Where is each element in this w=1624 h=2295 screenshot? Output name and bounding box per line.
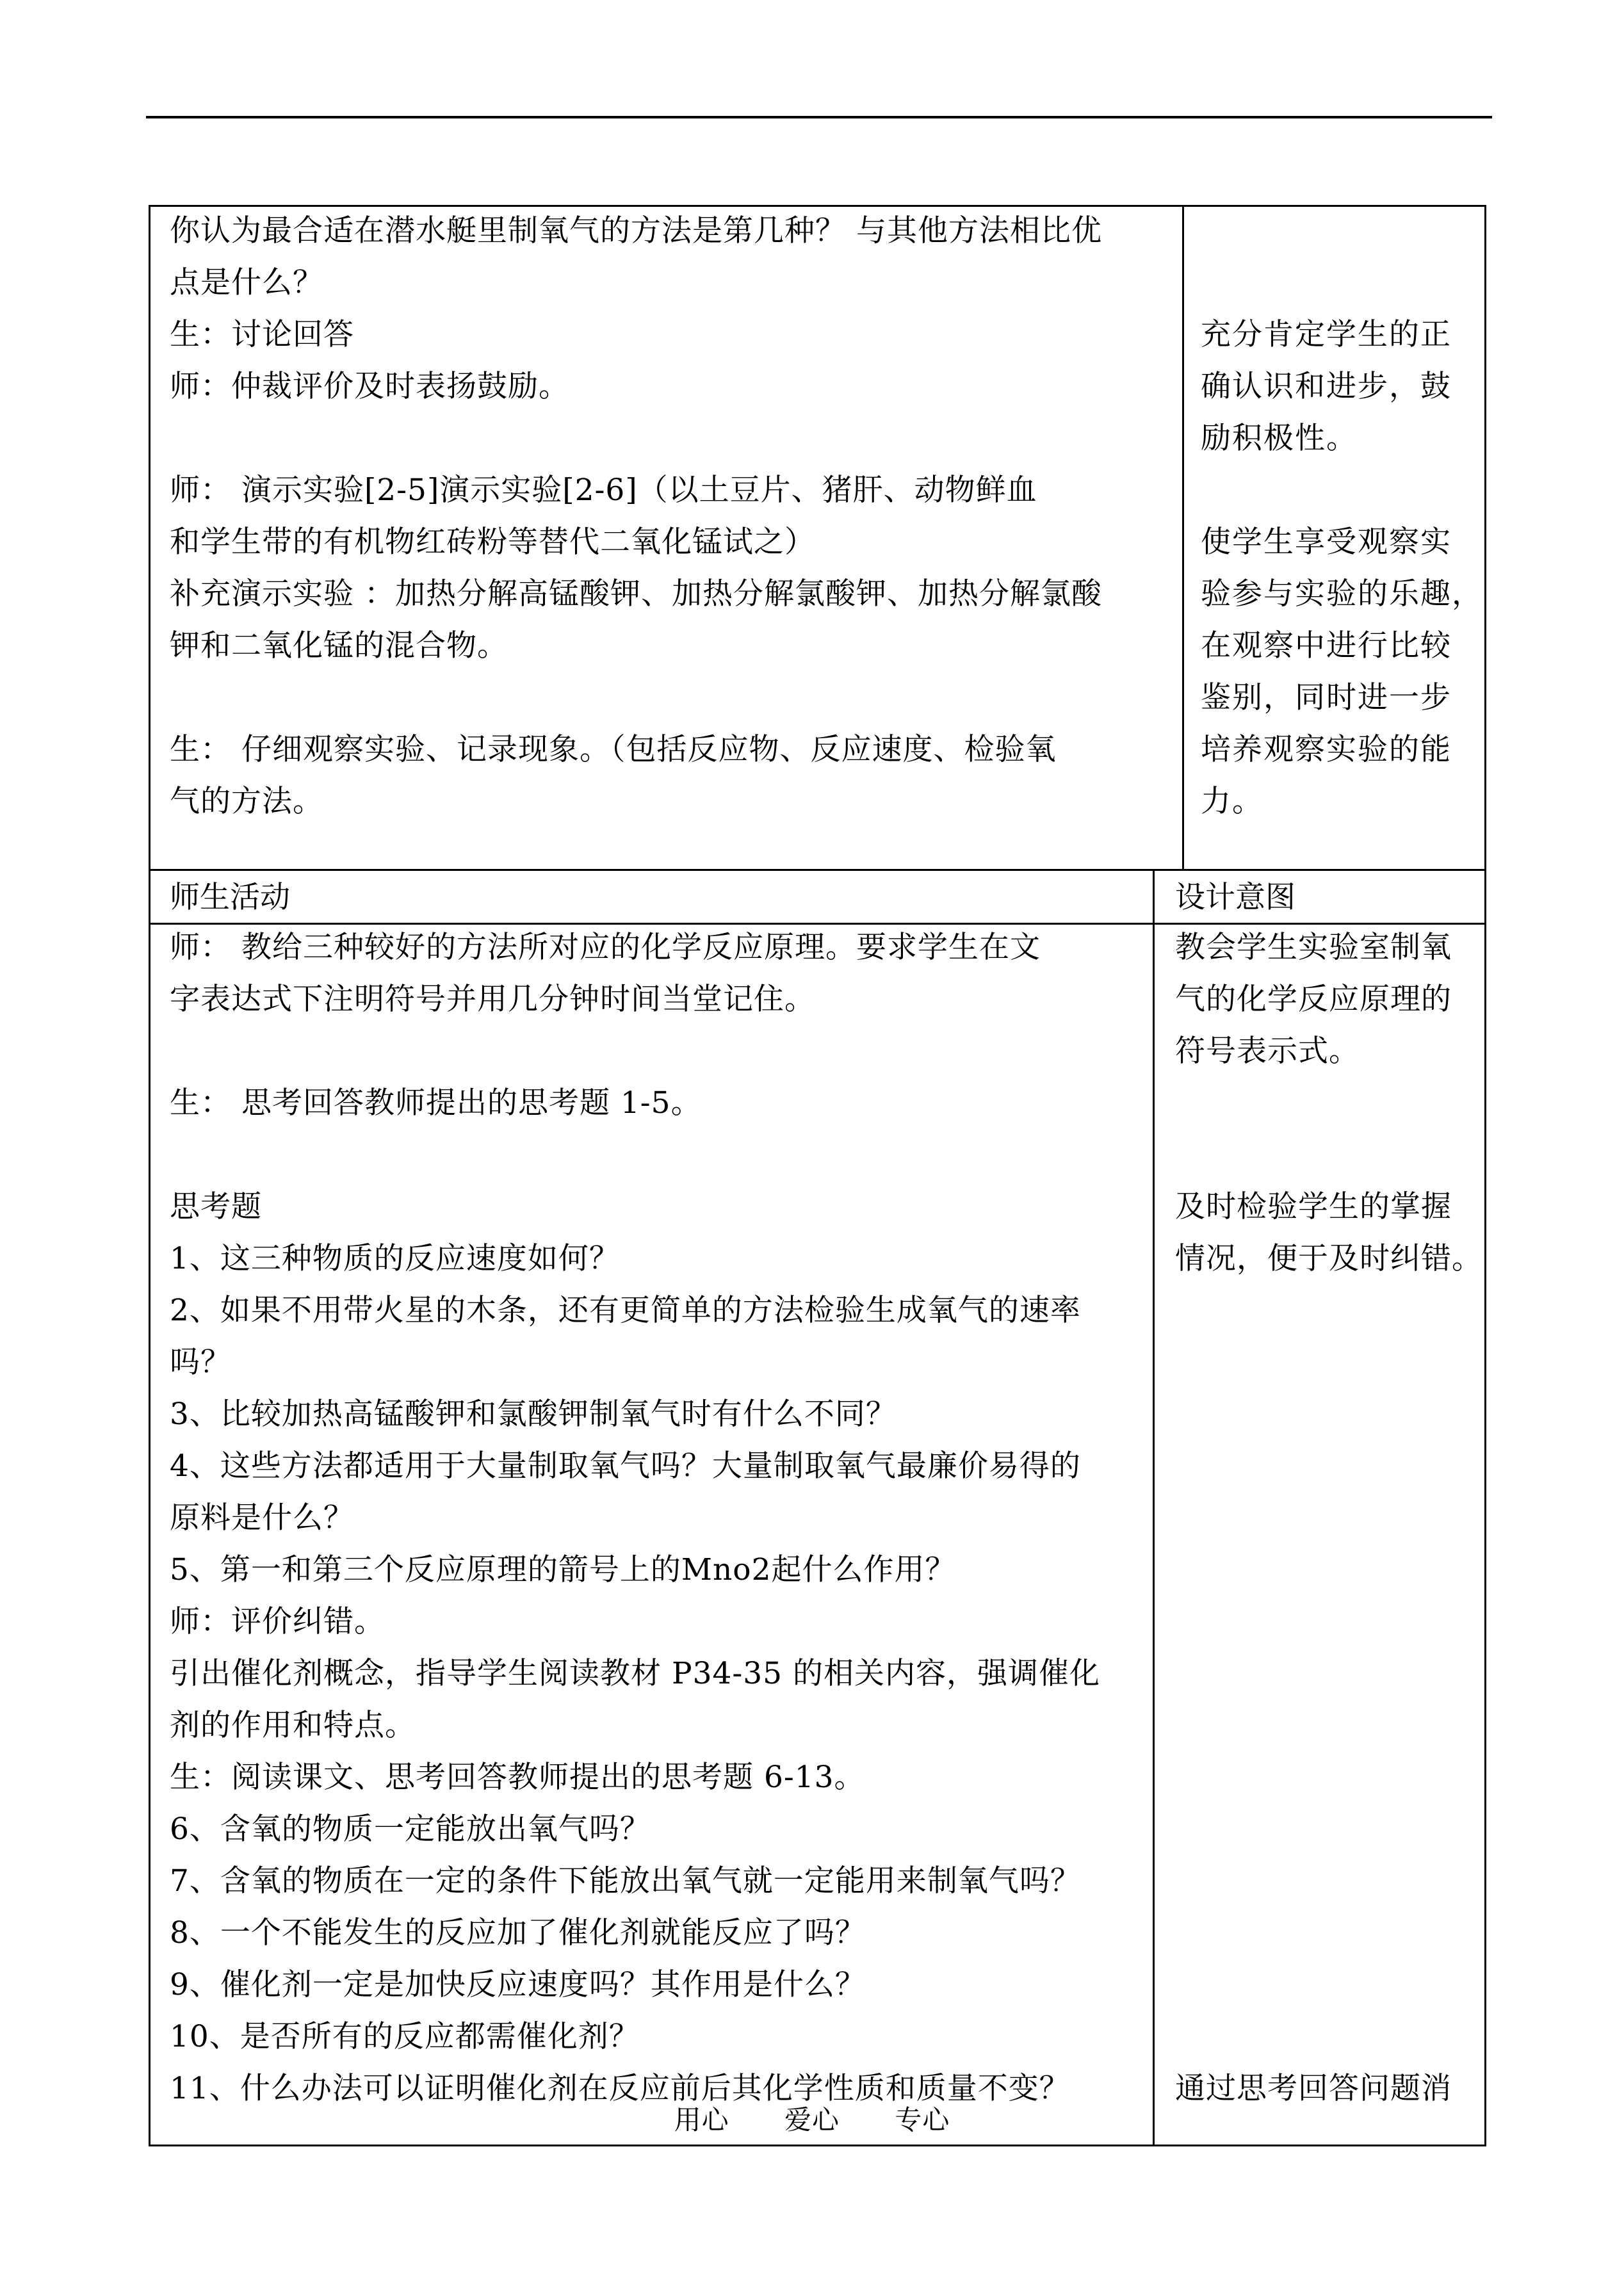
text-line: 验参与实验的乐趣， [1201,576,1483,612]
text-line: 及时检验学生的掌握 [1175,1189,1452,1224]
text-line: 通过思考回答问题消 [1175,2071,1452,2106]
text-line: 9、催化剂一定是加快反应速度吗？其作用是什么？ [170,1967,866,2002]
text-line: 生：讨论回答 [170,317,354,352]
text-line: 5、第一和第三个反应原理的箭号上的Mno2起什么作用？ [170,1552,956,1587]
text-line: 2、如果不用带火星的木条，还有更简单的方法检验生成氧气的速率 [170,1293,1081,1328]
text-line: 8、一个不能发生的反应加了催化剂就能反应了吗？ [170,1915,866,1950]
text-line: 你认为最合适在潜水艇里制氧气的方法是第几种？ 与其他方法相比优 [170,213,1102,248]
header-activity: 师生活动 [170,880,290,915]
text-line: 点是什么？ [170,265,323,300]
text-line: 3、比较加热高锰酸钾和氯酸钾制氧气时有什么不同？ [170,1397,897,1432]
text-line: 使学生享受观察实 [1201,524,1452,560]
text-line: 吗？ [170,1345,231,1380]
text-line: 剂的作用和特点。 [170,1708,416,1743]
text-line: 鉴别，同时进一步 [1201,680,1452,715]
text-line: 师： 演示实验[2-5]演示实验[2-6]（以土豆片、猪肝、动物鲜血 [170,473,1037,508]
footer-word: 专心 [895,2104,950,2136]
text-line: 1、这三种物质的反应速度如何？ [170,1241,620,1276]
text-line: 字表达式下注明符号并用几分钟时间当堂记住。 [170,982,815,1017]
text-line: 11、什么办法可以证明催化剂在反应前后其化学性质和质量不变？ [170,2071,1070,2106]
text-line: 7、含氧的物质在一定的条件下能放出氧气就一定能用来制氧气吗？ [170,1863,1081,1899]
text-line: 情况，便于及时纠错。 [1175,1241,1482,1276]
text-line: 师：仲裁评价及时表扬鼓励。 [170,369,569,404]
text-line: 引出催化剂概念，指导学生阅读教材 P34-35 的相关内容，强调催化 [170,1656,1100,1691]
text-line: 生： 思考回答教师提出的思考题 1-5。 [170,1085,702,1121]
text-line: 确认识和进步，鼓 [1201,369,1452,404]
page-footer [0,2099,1624,2137]
text-line: 4、这些方法都适用于大量制取氧气吗？大量制取氧气最廉价易得的 [170,1448,1081,1484]
header-rule [146,116,1492,118]
text-line: 钾和二氧化锰的混合物。 [170,628,508,663]
text-line: 气的化学反应原理的 [1175,982,1452,1017]
text-line: 生：阅读课文、思考回答教师提出的思考题 6-13。 [170,1760,865,1795]
text-line: 和学生带的有机物红砖粉等替代二氧化锰试之） [170,524,815,560]
text-line: 思考题 [170,1189,262,1224]
text-line: 培养观察实验的能 [1201,732,1452,767]
text-line: 补充演示实验 ：加热分解高锰酸钾、加热分解氯酸钾、加热分解氯酸 [170,576,1102,612]
header-intent: 设计意图 [1175,880,1295,915]
text-line: 师： 教给三种较好的方法所对应的化学反应原理。要求学生在文 [170,930,1041,965]
text-line: 力。 [1201,784,1263,819]
lesson-table-2 [149,869,1486,2146]
text-line: 教会学生实验室制氧 [1175,930,1452,965]
lesson-table-1 [149,205,1486,871]
footer-word: 用心 [674,2104,729,2136]
text-line: 励积极性。 [1201,421,1358,456]
text-line: 原料是什么？ [170,1500,354,1536]
text-line: 10、是否所有的反应都需催化剂？ [170,2019,640,2054]
text-line: 师：评价纠错。 [170,1604,385,1639]
text-line: 气的方法。 [170,784,323,819]
text-line: 符号表示式。 [1175,1034,1360,1069]
footer-word: 爱心 [784,2104,840,2136]
intent-column [1184,207,1484,869]
text-line: 在观察中进行比较 [1201,628,1452,663]
text-line: 充分肯定学生的正 [1201,317,1452,352]
activity-column [150,207,1184,869]
text-line: 6、含氧的物质一定能放出氧气吗？ [170,1812,651,1847]
text-line: 生： 仔细观察实验、记录现象。（包括反应物、反应速度、检验氧 [170,732,1057,767]
